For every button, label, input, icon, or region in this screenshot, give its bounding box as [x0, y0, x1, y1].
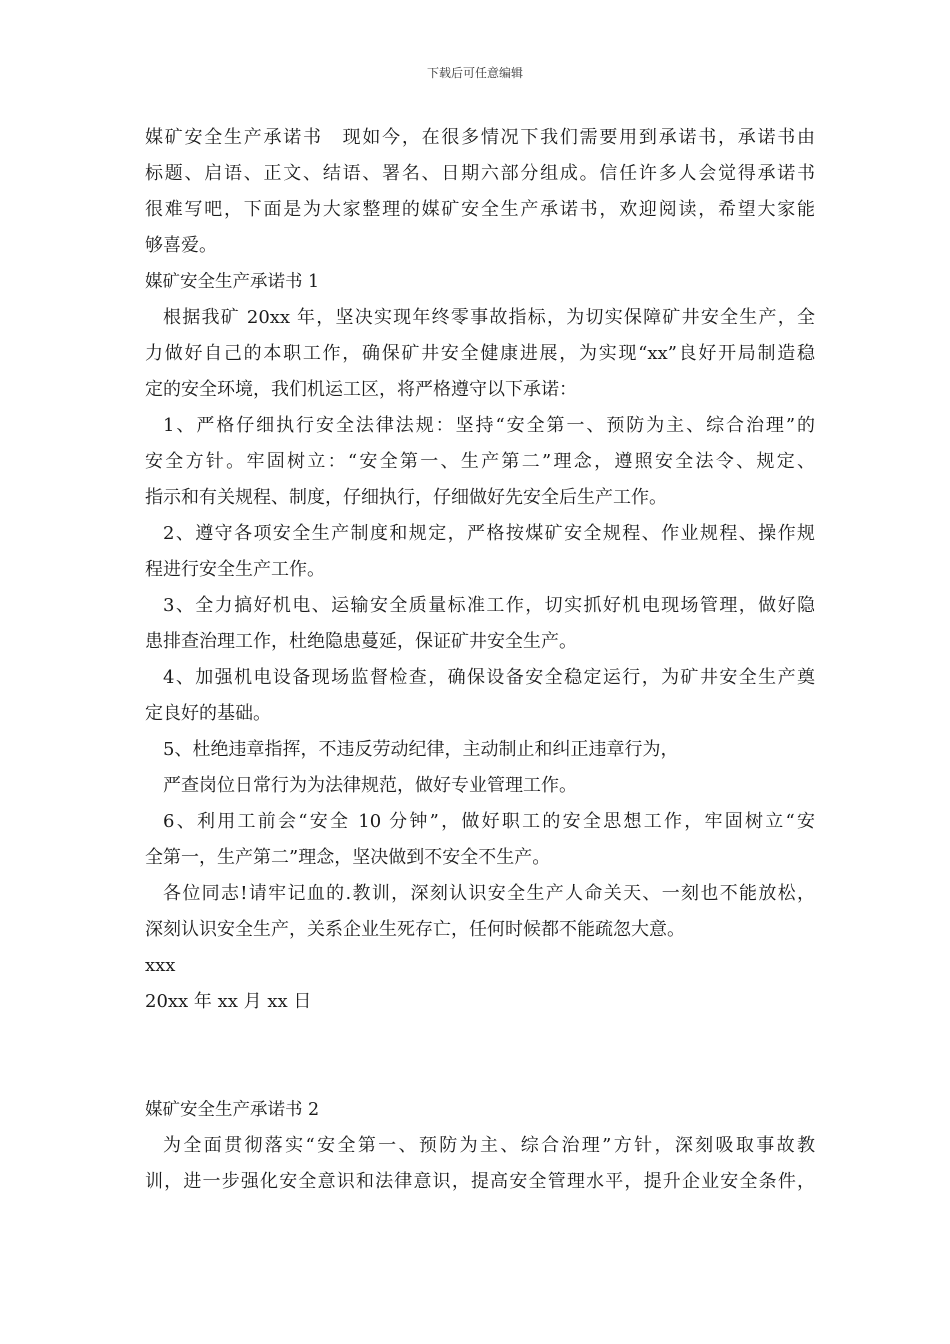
closing-line: 深刻认识安全生产，关系企业生死存亡，任何时候都不能疏忽大意。: [145, 919, 685, 940]
list-item-line: 2、遵守各项安全生产制度和规定，严格按煤矿安全规程、作业规程、操作规: [163, 523, 815, 544]
intro-line: 媒矿安全生产承诺书 现如今，在很多情况下我们需要用到承诺书，承诺书由: [145, 127, 815, 148]
list-item-line: 安全方针。牢固树立：“安全第一、生产第二”理念，遵照安全法令、规定、: [145, 451, 815, 472]
section-title: 媒矿安全生产承诺书 1: [145, 272, 320, 292]
intro-line: 标题、启语、正文、结语、署名、日期六部分组成。信任许多人会觉得承诺书: [145, 163, 815, 184]
signature: xxx: [145, 955, 176, 976]
page-header: 下载后可任意编辑: [426, 66, 523, 80]
intro-line: 够喜爱。: [145, 235, 217, 256]
paragraph-line: 为全面贯彻落实“安全第一、预防为主、综合治理”方针，深刻吸取事故教: [163, 1135, 815, 1156]
date: 20xx 年 xx 月 xx 日: [145, 991, 312, 1012]
section-spacer: [145, 1020, 815, 1092]
paragraph-line: 定的安全环境，我们机运工区，将严格遵守以下承诺：: [145, 379, 577, 400]
list-item-line: 严查岗位日常行为为法律规范，做好专业管理工作。: [163, 775, 577, 796]
list-item-line: 患排查治理工作，杜绝隐患蔓延，保证矿井安全生产。: [145, 631, 577, 652]
closing-line: 各位同志!请牢记血的.教训，深刻认识安全生产人命关天、一刻也不能放松，: [163, 883, 815, 904]
list-item-line: 4、加强机电设备现场监督检查，确保设备安全稳定运行，为矿井安全生产奠: [163, 667, 815, 688]
list-item-line: 全第一，生产第二”理念，坚决做到不安全不生产。: [145, 847, 551, 868]
paragraph-line: 力做好自己的本职工作，确保矿井安全健康进展，为实现“xx”良好开局制造稳: [145, 343, 815, 364]
intro-line: 很难写吧，下面是为大家整理的媒矿安全生产承诺书，欢迎阅读，希望大家能: [145, 199, 815, 220]
list-item-line: 6、利用工前会“安全 10 分钟”，做好职工的安全思想工作，牢固树立“安: [163, 811, 815, 832]
document-body: [145, 120, 815, 1200]
list-item-line: 定良好的基础。: [145, 703, 271, 724]
list-item-line: 程进行安全生产工作。: [145, 559, 325, 580]
list-item-line: 3、全力搞好机电、运输安全质量标准工作，切实抓好机电现场管理，做好隐: [163, 595, 815, 616]
list-item-line: 5、杜绝违章指挥，不违反劳动纪律，主动制止和纠正违章行为，: [163, 739, 679, 760]
list-item-line: 指示和有关规程、制度，仔细执行，仔细做好先安全后生产工作。: [145, 487, 667, 508]
section-title: 媒矿安全生产承诺书 2: [145, 1100, 320, 1120]
list-item-line: 1、严格仔细执行安全法律法规：坚持“安全第一、预防为主、综合治理”的: [163, 415, 815, 436]
paragraph-line: 根据我矿 20xx 年，坚决实现年终零事故指标，为切实保障矿井安全生产，全: [163, 307, 815, 328]
paragraph-line: 训，进一步强化安全意识和法律意识，提高安全管理水平，提升企业安全条件，: [145, 1171, 815, 1192]
